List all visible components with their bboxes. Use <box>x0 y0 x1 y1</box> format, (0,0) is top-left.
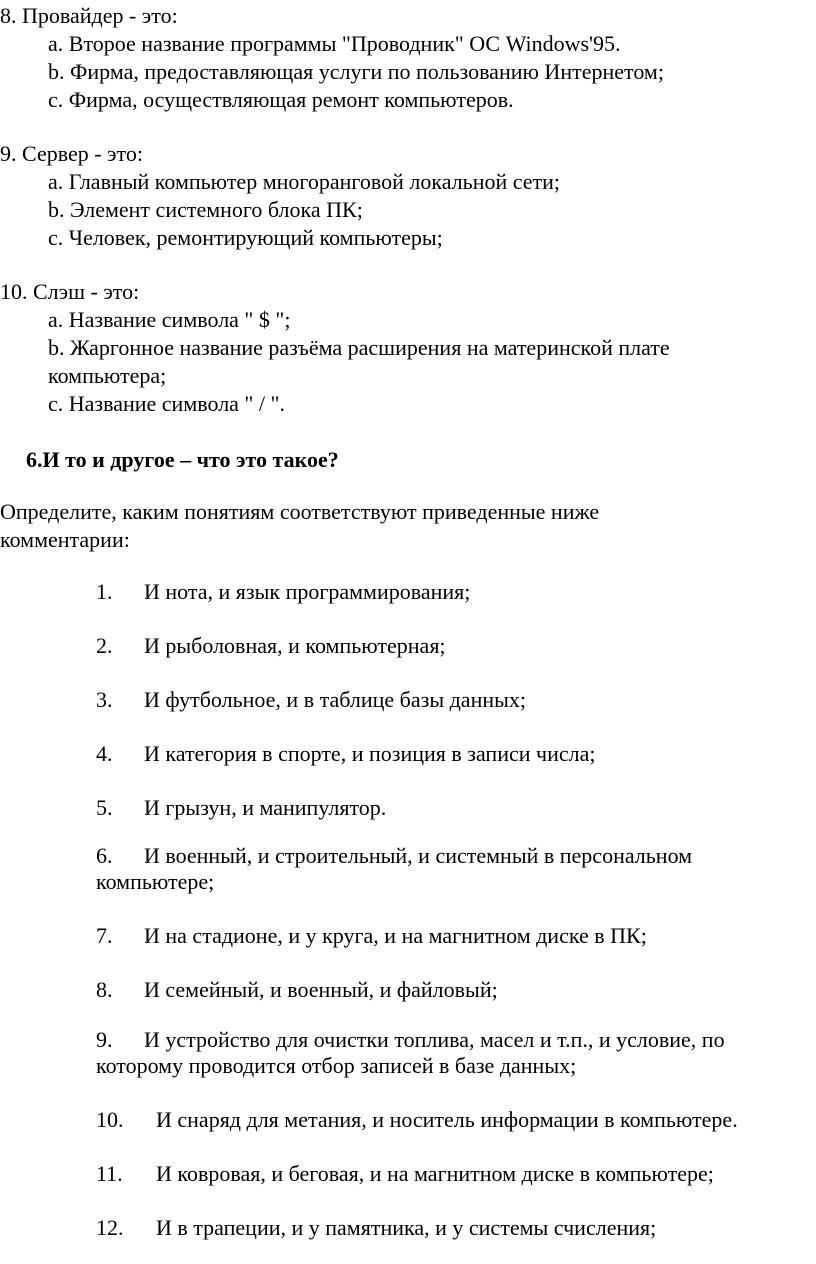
list-item <box>96 794 796 822</box>
list-item <box>96 578 796 606</box>
list-item-text: И семейный, и военный, и файловый; <box>144 977 498 1002</box>
list-item-text: И рыболовная, и компьютерная; <box>144 633 446 658</box>
question-8-option-a: a. Второе название программы "Проводник" ОС Windows'95. <box>48 31 621 56</box>
list-item-number: 5. <box>96 795 113 820</box>
list-item-text: И категория в спорте, и позиция в записи числа; <box>144 741 596 766</box>
list-item-number: 2. <box>96 633 113 658</box>
list-item <box>96 1026 796 1054</box>
list-item-text: И нота, и язык программирования; <box>144 579 471 604</box>
list-item <box>96 686 796 714</box>
list-item-text: И ковровая, и беговая, и на магнитном диске в компьютере; <box>156 1161 714 1186</box>
list-item-text: И на стадионе, и у круга, и на магнитном диске в ПК; <box>144 923 647 948</box>
question-8-title: 8. Провайдер - это: <box>0 3 178 28</box>
list-item <box>96 842 796 870</box>
question-9-option-a: a. Главный компьютер многоранговой локальной сети; <box>48 169 561 194</box>
list-item-number: 4. <box>96 741 113 766</box>
question-8-option-c: c. Фирма, осуществляющая ремонт компьютеров. <box>48 87 514 112</box>
question-9-option-c: c. Человек, ремонтирующий компьютеры; <box>48 225 443 250</box>
section-intro <box>0 498 760 554</box>
list-item-number: 3. <box>96 687 113 712</box>
list-item-number: 8. <box>96 977 113 1002</box>
list-item <box>96 1160 796 1188</box>
list-item <box>96 740 796 768</box>
question-8-option-b: b. Фирма, предоставляющая услуги по пользованию Интернетом; <box>48 59 664 84</box>
list-item <box>96 976 796 1004</box>
list-item-text: И военный, и строительный, и системный в персональном <box>144 843 693 868</box>
section-heading: 6.И то и другое – что это такое? <box>26 447 339 472</box>
list-item-number: 1. <box>96 579 113 604</box>
question-10-option-b: b. Жаргонное название разъёма расширения на материнской плате <box>48 335 670 360</box>
list-item-number: 6. <box>96 843 113 868</box>
question-10-option-b-continued: компьютера; <box>48 363 167 388</box>
list-item <box>96 1106 796 1134</box>
intro-line-1: Определите, каким понятиям соответствуют приведенные ниже <box>0 499 600 524</box>
list-item-number: 10. <box>96 1107 124 1132</box>
list-item-continuation: которому проводится отбор записей в базе данных; <box>96 1053 577 1078</box>
list-item-text: И грызун, и манипулятор. <box>144 795 387 820</box>
question-9-option-b: b. Элемент системного блока ПК; <box>48 197 363 222</box>
intro-line-2: комментарии: <box>0 527 130 552</box>
question-9-title: 9. Сервер - это: <box>0 141 143 166</box>
list-item-continuation: компьютере; <box>96 869 215 894</box>
list-item-number: 9. <box>96 1027 113 1052</box>
question-10-option-c: c. Название символа " / ". <box>48 391 286 416</box>
list-item <box>96 922 796 950</box>
list-item-number: 7. <box>96 923 113 948</box>
question-10-title: 10. Слэш - это: <box>0 279 140 304</box>
list-item-text: И устройство для очистки топлива, масел и т.п., и условие, по <box>144 1027 725 1052</box>
list-item-number: 12. <box>96 1215 124 1240</box>
list-item-text: И футбольное, и в таблице базы данных; <box>144 687 527 712</box>
list-item <box>96 1214 796 1242</box>
question-10-option-a: a. Название символа " $ "; <box>48 307 291 332</box>
list-item-text: И снаряд для метания, и носитель информации в компьютере. <box>156 1107 738 1132</box>
list-item <box>96 632 796 660</box>
list-item-text: И в трапеции, и у памятника, и у системы счисления; <box>156 1215 657 1240</box>
list-item-number: 11. <box>96 1161 123 1186</box>
